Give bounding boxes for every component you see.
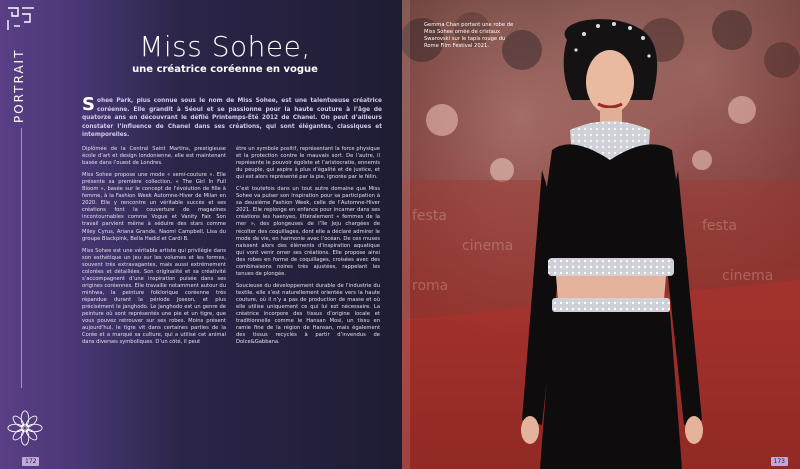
svg-text:cinema: cinema — [722, 268, 774, 284]
article-subtitle: une créatrice coréenne en vogue — [132, 64, 318, 75]
page-number-left: 172 — [22, 457, 39, 466]
column-right — [236, 146, 380, 351]
paragraph: C’est toutefois dans un tout autre domaine que Miss Sohee va puiser son inspiration pour sa participation à sa deuxième Fashion Week, celle de l’Automne-Hiver 2021. Elle replonge en enfance pour incarner dans ses créations les haenyeo, littéralement « femmes de la mer », des plongeuses de l’île Jeju chargées de récolter des coquillages, dont elle a déclaré admirer le mode de vie, en harmonie avec l’océan. De ces muses naissent alors des éléments d’inspiration aquatique qui vont venir orner ses créations. Elle propose ainsi des robes en forme de coquillages, croisées avec des combinaisons noires très ajustées, rappelant les tenues de plongée. — [236, 186, 380, 277]
paragraph: Miss Sohee propose une mode « semi-couture ». Elle présente sa première collection, « The Girl In Full Bloom », basée sur le concept de l’évolution de fille à femme, à la Fashion Week Automne-Hiver de Milan en 2020. Elle y rencontre un véritable succès et ses créations font la couverture de magazines incontournables comme Vogue et Vanity Fair. Son travail parvient même à séduire des stars comme Miley Cyrus, Ariana Grande, Naomi Campbell, Lisa du groupe Blackpink, Bella Hadid et Cardi B. — [82, 172, 226, 242]
article-title: Miss Sohee, — [139, 30, 311, 63]
model-figure — [402, 0, 800, 469]
page-number-right: 173 — [771, 457, 788, 466]
section-label: PORTRAIT — [12, 48, 26, 124]
paragraph: Miss Sohee est une véritable artiste qui privilégie dans son esthétique un jeu sur les volumes et les formes, souvent très extravagantes, mais aussi extrêmement colorées et détaillées. Son originalité et sa créativité s’accompagnent d’une inspiration puisée dans ses origines coréennes. Elle travaille notamment autour du minhwa, la peinture folklorique coréenne très répandue durant la période Joseon, et plus précisément le janghodo. Le janghodo est un genre de peinture où sont représentés une pie et un tigre, que vous pouvez retrouver sur ses robes. Moins présent aujourd’hui, le tigre vit dans certaines parties de la Corée et a marqué sa culture, qui a utilisé cet animal dans diverses symboliques. D’un côté, il peut — [82, 247, 226, 346]
svg-text:festa: festa — [412, 208, 447, 224]
svg-text:cinema: cinema — [462, 238, 514, 254]
paragraph: Diplômée de la Central Saint Martins, prestigieuse école d’art et design londonienne, elle est maintenant basée dans l’ouest de Londres. — [82, 146, 226, 167]
column-left — [82, 146, 226, 351]
paragraph: Soucieuse du développement durable de l’industrie du textile, elle s’est naturellement orientée vers la haute couture, où il n’y a pas de production de masse et où elle utilise uniquement ce qui lui est nécessaire. La créatrice incorpore des tissus d’origine locale et traditionnelle comme le Hansan Mosi, un tissu en ramie fine de la région de Hansan, mais également des tissus recyclés à partir d’invendus de Dolce&Gabbana. — [236, 282, 380, 346]
right-page — [402, 0, 800, 469]
section-divider — [21, 128, 22, 388]
svg-text:roma: roma — [412, 278, 449, 294]
photo-caption: Gemma Chan portant une robe de Miss Sohee ornée de cristaux Swarovski sur le tapis rouge du Rome Film Festival 2021. — [424, 22, 514, 49]
drop-cap: S — [82, 94, 95, 115]
intro-text: ohee Park, plus connue sous le nom de Miss Sohee, est une talentueuse créatrice coréenne. Elle grandit à Séoul et se passionne pour la haute couture à l’âge de quatorze ans en découvrant le défilé Printemps-Été 2012 de Chanel. On peut d’ailleurs constater l’influence de Chanel dans ses créations, qui sont élégantes, classiques et intemporelles. — [82, 98, 382, 139]
corner-ornament-icon — [6, 6, 36, 32]
paragraph: être un symbole positif, représentant la force physique et la protection contre le mauvais sort. De l’autre, il représente le pouvoir égoïste et l’aristocratie, ennemis du peuple, qui aspire à plus d’égalité et de justice, et qui est alors représenté par la pie, ignorée par le félin. — [236, 146, 380, 181]
article-columns — [82, 146, 380, 351]
lotus-flower-icon — [6, 409, 44, 447]
article-intro — [82, 94, 382, 140]
svg-text:festa: festa — [702, 218, 737, 234]
